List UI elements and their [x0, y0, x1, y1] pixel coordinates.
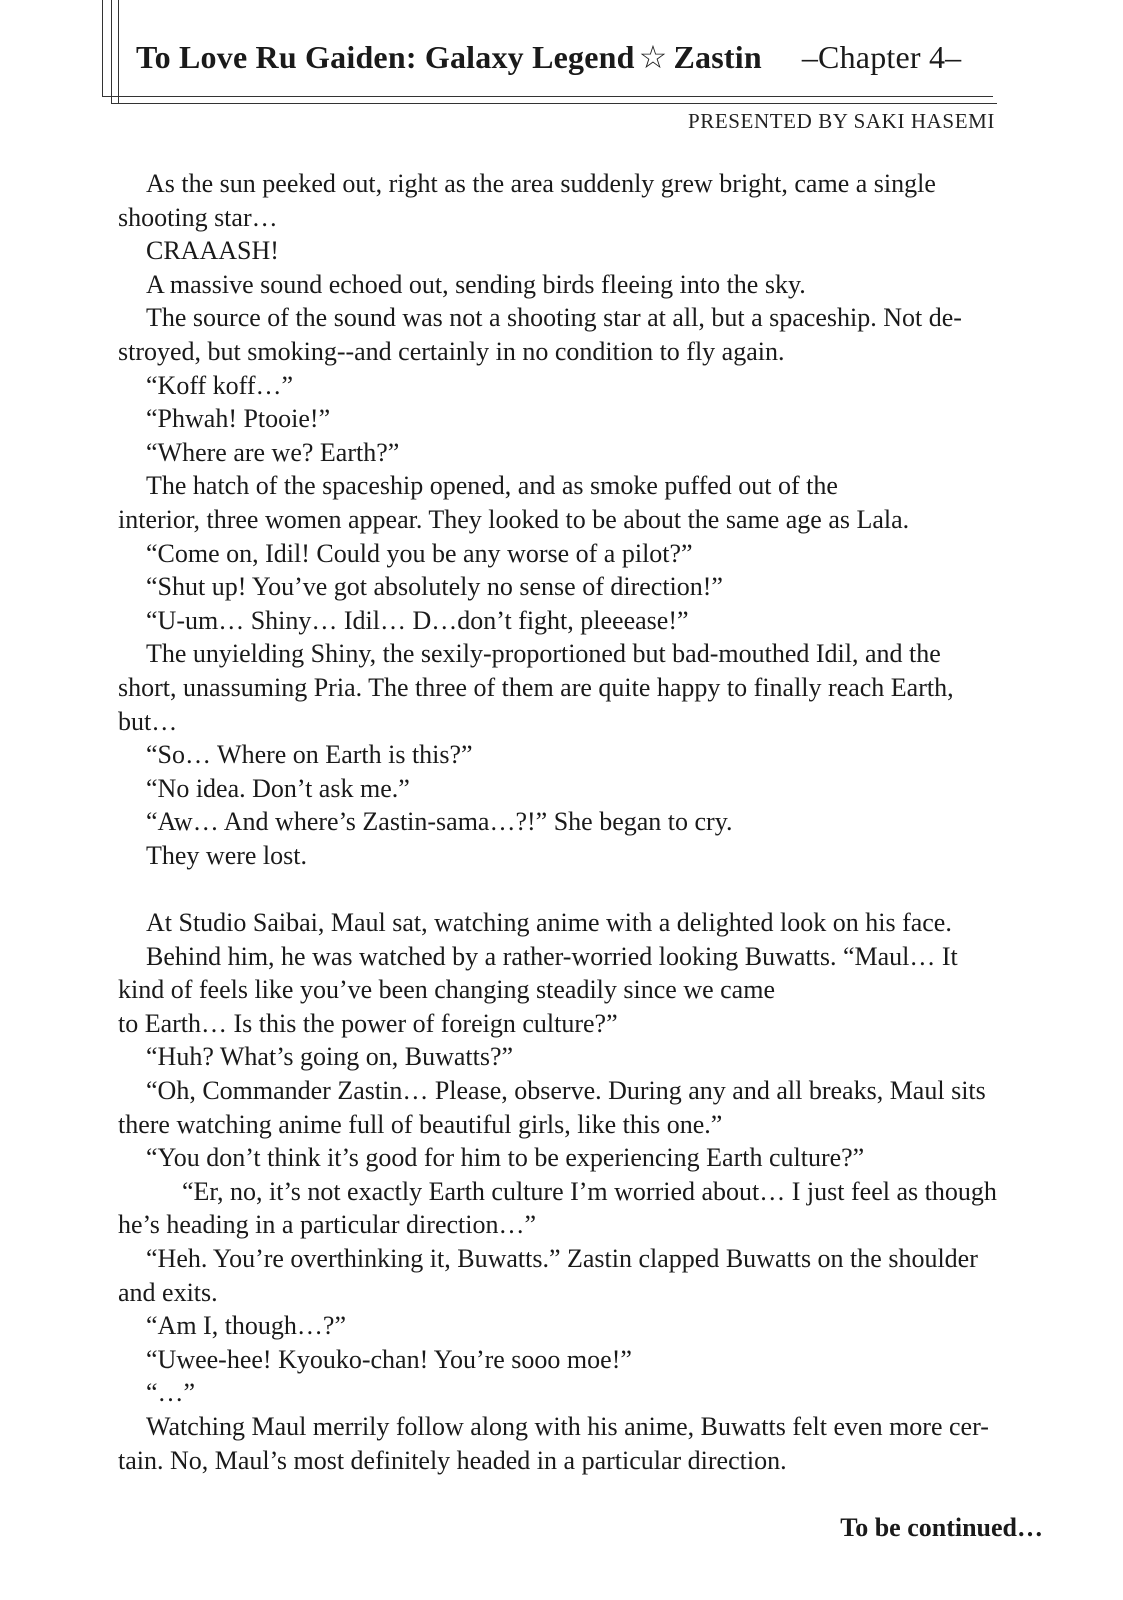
star-icon: ☆ [638, 39, 668, 75]
text-line: interior, three women appear. They looked to be about the same age as Lala. [118, 504, 910, 534]
text-line: A massive sound echoed out, sending birds fleeing into the sky. [146, 269, 806, 299]
text-line: “Heh. You’re overthinking it, Buwatts.” Zastin clapped Buwatts on the shoulder [146, 1244, 978, 1273]
text-line: “…” [146, 1378, 196, 1408]
text-line: and exits. [118, 1277, 218, 1307]
text-line: “Er, no, it’s not exactly Earth culture I’m worried about… I just feel as though [182, 1176, 997, 1206]
text-line: “So… Where on Earth is this?” [146, 740, 473, 770]
text-line: “Aw… And where’s Zastin-sama…?!” She began to cry. [146, 807, 733, 837]
text-line: to Earth… Is this the power of foreign culture?” [118, 1008, 618, 1038]
text-line: “Phwah! Ptooie!” [146, 404, 331, 434]
text-line: At Studio Saibai, Maul sat, watching anime with a delighted look on his face. [146, 908, 952, 938]
text-line: The source of the sound was not a shooting star at all, but a spaceship. Not de- [146, 303, 962, 333]
text-line: tain. No, Maul’s most definitely headed in a particular direction. [118, 1445, 787, 1475]
scene-break [118, 872, 1038, 906]
text-line: “Huh? What’s going on, Buwatts?” [146, 1042, 514, 1072]
text-line: They were lost. [146, 840, 308, 870]
text-line: “Uwee-hee! Kyouko-chan! You’re sooo moe!” [146, 1344, 632, 1374]
text-line: but… [118, 706, 178, 736]
text-line: “U-um… Shiny… Idil… D…don’t fight, pleeease!” [146, 605, 689, 635]
page-title [136, 38, 996, 76]
to-be-continued: To be continued… [840, 1513, 1043, 1542]
text-line: “Oh, Commander Zastin… Please, observe. During any and all breaks, Maul sits [146, 1076, 986, 1106]
text-line: As the sun peeked out, right as the area suddenly grew bright, came a single [146, 169, 936, 198]
author-byline: PRESENTED BY SAKI HASEMI [687, 109, 995, 133]
text-line: “No idea. Don’t ask me.” [146, 773, 410, 803]
text-line: “Come on, Idil! Could you be any worse of a pilot?” [146, 538, 693, 568]
text-line: there watching anime full of beautiful girls, like this one.” [118, 1109, 723, 1139]
header-frame-tick [118, 0, 119, 103]
title-main: To Love Ru Gaiden: Galaxy Legend [136, 39, 635, 75]
text-line: short, unassuming Pria. The three of them are quite happy to finally reach Earth, [118, 672, 954, 702]
text-line: he’s heading in a particular direction…” [118, 1210, 537, 1240]
text-line: shooting star… [118, 202, 278, 232]
text-line: “You don’t think it’s good for him to be experiencing Earth culture?” [146, 1143, 865, 1173]
text-line: stroyed, but smoking--and certainly in no condition to fly again. [118, 336, 785, 366]
text-line: kind of feels like you’ve been changing steadily since we came [118, 975, 775, 1005]
text-line: “Am I, though…?” [146, 1311, 347, 1341]
text-line: Behind him, he was watched by a rather-worried looking Buwatts. “Maul… It [146, 941, 958, 971]
text-line: “Shut up! You’ve got absolutely no sense of direction!” [146, 572, 723, 602]
text-line: Watching Maul merrily follow along with his anime, Buwatts felt even more cer- [146, 1411, 989, 1441]
text-line: The hatch of the spaceship opened, and as smoke puffed out of the [146, 471, 838, 501]
story-body [118, 167, 1038, 1477]
text-line: CRAAASH! [146, 236, 279, 266]
text-line: “Where are we? Earth?” [146, 437, 400, 467]
text-line: The unyielding Shiny, the sexily-proportioned but bad-mouthed Idil, and the [146, 639, 941, 669]
title-name: Zastin [673, 39, 762, 75]
chapter-label: –Chapter 4– [801, 39, 962, 75]
text-line: “Koff koff…” [146, 370, 294, 400]
